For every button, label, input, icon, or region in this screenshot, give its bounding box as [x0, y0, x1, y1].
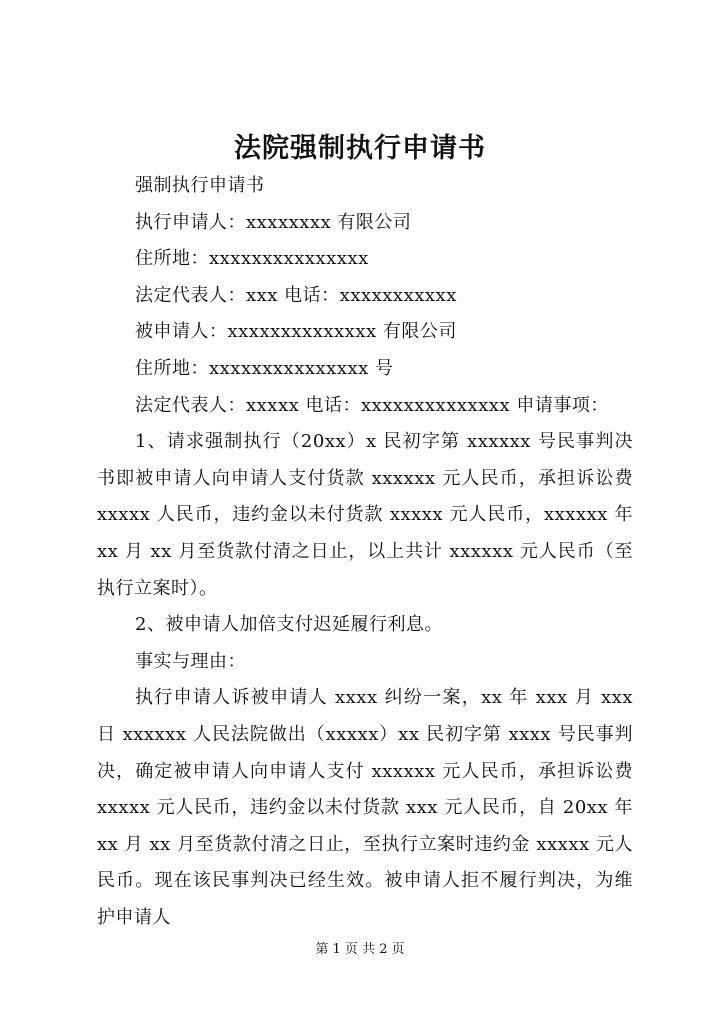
- document-title: 法院强制执行申请书: [234, 133, 486, 164]
- paragraph-respondent: 被申请人：xxxxxxxxxxxxxx 有限公司: [135, 321, 457, 343]
- paragraph-facts-body: 执行申请人诉被申请人 xxxx 纠纷一案，xx 年 xxx 月 xxx 日 xxxxxx 人民法院做出（xxxxx）xx 民初字第 xxxx 号民事判决，确定被申请人向申请人支付 xxxxxx 元人民币，承担诉讼费 xxxxx 元人民币，违约金以未付货款 xxx 元人民币，自 20xx 年 xx 月 xx 月至货款付清之日止，至执行立案时违约金 xxxxx 元人民币。现在该民事判决已经生效。被申请人拒不履行判决，为维护申请人: [97, 687, 633, 928]
- paragraph-applicant-address: 住所地：xxxxxxxxxxxxxxx: [135, 248, 369, 270]
- page-footer: 第 1 页 共 2 页: [315, 942, 405, 957]
- paragraph-facts-heading: 事实与理由：: [135, 650, 246, 672]
- paragraph-applicant: 执行申请人：xxxxxxxx 有限公司: [135, 211, 412, 233]
- paragraph-applicant-representative: 法定代表人：xxx 电话：xxxxxxxxxxx: [135, 284, 457, 306]
- paragraph-request-1: 1、请求强制执行（20xx）x 民初字第 xxxxxx 号民事判决书即被申请人向申请人支付货款 xxxxxx 元人民币，承担诉讼费 xxxxx 人民币，违约金以未付货款 xxxxx 元人民币，xxxxxx 年 xx 月 xx 月至货款付清之日止，以上共计 xxxxxx 元人民币（至执行立案时）。: [97, 431, 633, 599]
- paragraph-respondent-address: 住所地：xxxxxxxxxxxxxxx 号: [135, 357, 394, 379]
- document-body: [97, 168, 633, 936]
- paragraph-request-2: 2、被申请人加倍支付迟延履行利息。: [135, 614, 443, 636]
- paragraph-respondent-representative: 法定代表人：xxxxx 电话：xxxxxxxxxxxxxx 申请事项：: [135, 394, 609, 416]
- paragraph-heading: 强制执行申请书: [135, 175, 265, 196]
